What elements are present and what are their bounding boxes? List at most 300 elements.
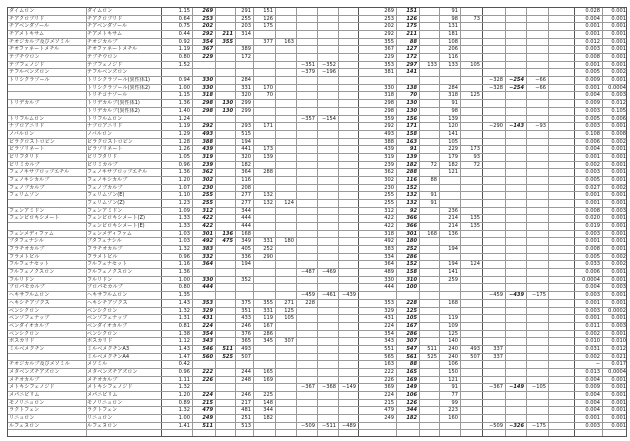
table-cell-u: 0.011	[585, 322, 600, 329]
table-cell-i	[296, 85, 316, 92]
table-cell-n	[419, 369, 438, 376]
table-cell-r	[505, 39, 525, 46]
table-cell-c: 1.20	[178, 176, 190, 183]
table-cell-u: 0.001	[585, 200, 600, 206]
table-cell-v: 0.006	[611, 115, 626, 122]
table-cell-j	[317, 400, 337, 407]
table-cell-d: 444	[202, 284, 213, 291]
table-cell-s	[526, 392, 547, 399]
table-cell-j	[317, 238, 337, 245]
table-cell-j	[317, 192, 337, 199]
table-cell-l: 353	[384, 61, 394, 68]
table-cell-n	[419, 139, 438, 146]
table-cell-m: 169	[406, 376, 417, 383]
table-cell-a: フェンアミドン	[9, 207, 45, 214]
table-cell-m: 70	[409, 92, 417, 99]
table-cell-o: 214	[448, 215, 458, 222]
table-cell-c: 1.24	[178, 115, 190, 122]
table-cell-q	[482, 246, 504, 253]
table-cell-q	[482, 31, 504, 38]
table-cell-l: 226	[384, 376, 394, 383]
table-cell-t	[548, 146, 573, 153]
table-cell-v: 0.105	[611, 107, 626, 114]
table-cell-u: 0.006	[585, 138, 600, 145]
table-cell-n	[419, 54, 438, 61]
table-cell-l: 492	[384, 238, 394, 245]
table-cell-c: 1.43	[178, 299, 190, 306]
table-cell-n	[419, 284, 438, 291]
table-cell-m	[396, 423, 418, 430]
table-cell-c: 1.40	[178, 107, 190, 114]
table-cell-u: 0.027	[585, 184, 600, 191]
table-cell-k	[338, 92, 357, 99]
table-cell-m: 366	[406, 215, 417, 222]
table-cell-d: 222	[202, 368, 213, 375]
table-cell-f: 349	[241, 238, 251, 245]
table-cell-i	[296, 361, 316, 368]
table-cell-n	[419, 108, 438, 115]
table-cell-h: 271	[284, 299, 294, 306]
table-cell-c: 1.15	[178, 92, 190, 99]
table-cell-t	[548, 62, 573, 69]
table-cell-b: トリチコナゾール	[87, 92, 128, 99]
table-cell-b: チアベンダゾール	[87, 23, 128, 30]
table-cell-s	[526, 407, 547, 414]
table-cell-j	[317, 346, 337, 353]
table-cell-t	[548, 200, 573, 207]
table-cell-v: 0.001	[611, 54, 626, 61]
table-cell-g	[253, 100, 274, 107]
table-cell-t	[548, 123, 573, 130]
table-cell-d: 330	[202, 77, 213, 84]
table-cell-o: 240	[448, 345, 458, 352]
table-cell-e	[215, 46, 234, 53]
table-cell-d: 230	[202, 184, 213, 191]
table-cell-q	[482, 369, 504, 376]
table-cell-t	[548, 192, 573, 199]
table-cell-a: チオファネートメチル	[9, 46, 60, 53]
table-cell-s	[526, 46, 547, 53]
table-cell-l: 249	[384, 415, 394, 422]
table-cell-f	[235, 39, 252, 46]
table-cell-j	[317, 108, 337, 115]
table-cell-u: 0.001	[585, 23, 600, 30]
table-cell-k	[338, 16, 357, 23]
table-cell-o: 91	[451, 100, 458, 107]
table-cell-f: 376	[241, 330, 251, 337]
table-cell-n	[419, 269, 438, 276]
table-cell-n: 91	[430, 200, 437, 206]
table-cell-s	[526, 277, 547, 284]
table-cell-t	[548, 85, 573, 92]
table-cell-l: 479	[384, 407, 394, 414]
table-cell-t	[548, 69, 573, 76]
table-cell-k	[338, 331, 357, 338]
table-cell-k	[338, 200, 357, 207]
table-cell-a: メパニピリム	[9, 392, 40, 398]
table-cell-k	[338, 162, 357, 169]
table-cell-m: 149	[406, 384, 417, 391]
table-cell-f: 168	[241, 230, 251, 237]
table-cell-m: 138	[406, 84, 417, 91]
table-cell-n	[419, 292, 438, 299]
table-cell-r	[505, 315, 525, 322]
table-cell-j: −469	[322, 269, 336, 276]
table-cell-j	[317, 407, 337, 414]
table-cell-t	[548, 185, 573, 192]
table-row	[8, 177, 626, 185]
table-cell-g	[253, 208, 274, 215]
table-cell-p	[460, 415, 481, 422]
table-cell-u: 0.001	[585, 192, 600, 199]
table-row	[8, 185, 626, 193]
table-cell-l: 298	[384, 107, 394, 114]
table-cell-u: 0.001	[585, 299, 600, 306]
table-cell-f: 513	[241, 422, 251, 429]
table-cell-p	[460, 277, 481, 284]
table-cell-d: 202	[202, 23, 213, 30]
table-cell-e	[215, 162, 234, 169]
table-cell-j	[317, 231, 337, 238]
table-cell-e	[215, 85, 234, 92]
table-cell-r	[505, 16, 525, 23]
table-cell-o: 136	[448, 230, 458, 237]
table-cell-r	[505, 246, 525, 253]
table-cell-d: 353	[202, 299, 213, 306]
table-cell-e	[215, 200, 234, 207]
table-cell-c: 1.19	[178, 123, 190, 130]
table-cell-h: 307	[284, 338, 294, 345]
table-cell-h: 124	[284, 200, 294, 206]
table-cell-r	[505, 346, 525, 353]
table-cell-n	[419, 69, 438, 76]
table-row	[8, 46, 626, 54]
table-cell-g	[253, 261, 274, 268]
table-cell-d: 224	[202, 322, 213, 329]
table-cell-p	[460, 338, 481, 345]
table-cell-v: 0.001	[611, 31, 626, 38]
table-cell-n: 525	[427, 353, 437, 360]
table-cell-v: 0.003	[611, 284, 626, 291]
table-cell-f: 217	[241, 399, 251, 406]
table-cell-r	[505, 208, 525, 215]
table-cell-i: 228	[305, 299, 315, 306]
table-cell-h	[275, 116, 295, 123]
table-cell-t	[548, 215, 573, 222]
table-cell-p	[460, 254, 481, 261]
table-cell-r	[505, 400, 525, 407]
table-cell-c: 1.32	[178, 384, 190, 391]
table-cell-p	[460, 384, 481, 391]
table-cell-v: 0.001	[611, 77, 626, 84]
table-cell-f	[235, 116, 252, 123]
table-cell-u: 0.003	[585, 307, 600, 314]
table-cell-v: 0.001	[611, 192, 626, 199]
table-cell-u: 0.002	[585, 353, 600, 360]
table-cell-q	[482, 108, 504, 115]
table-cell-m: 171	[406, 123, 417, 130]
table-cell-g	[253, 284, 274, 291]
table-cell-d: 312	[202, 207, 213, 214]
table-cell-f: 255	[241, 15, 251, 22]
table-cell-r: −254	[509, 84, 524, 91]
table-cell-s: −175	[532, 292, 546, 299]
table-cell-r	[505, 254, 525, 261]
table-cell-n	[419, 315, 438, 322]
table-cell-n	[419, 254, 438, 261]
table-cell-j: −368	[322, 384, 336, 391]
table-cell-t	[548, 139, 573, 146]
table-cell-m: 310	[406, 276, 417, 283]
table-cell-r	[505, 261, 525, 268]
table-cell-s	[526, 169, 547, 176]
table-cell-p	[460, 377, 481, 384]
table-cell-a: テブチウロン	[9, 54, 40, 61]
table-cell-a: メチオカルブ	[9, 376, 40, 383]
table-cell-v: 0.008	[611, 130, 626, 137]
table-cell-h	[275, 192, 295, 199]
table-cell-i	[296, 284, 316, 291]
table-cell-v: 0.001	[611, 238, 626, 245]
table-cell-g: 355	[263, 299, 273, 306]
table-cell-u: 0.003	[585, 46, 600, 53]
table-cell-d	[192, 269, 214, 276]
table-cell-i	[296, 146, 316, 153]
table-cell-h	[275, 23, 295, 30]
table-cell-i	[296, 139, 316, 146]
table-cell-q	[482, 92, 504, 99]
table-cell-s	[526, 200, 547, 207]
table-cell-h: 105	[284, 315, 294, 322]
table-cell-e	[215, 407, 234, 414]
table-cell-s	[526, 323, 547, 330]
table-cell-t	[548, 54, 573, 61]
table-cell-r	[505, 223, 525, 230]
table-cell-q	[482, 323, 504, 330]
table-cell-b: フェンメディファム	[87, 230, 132, 237]
table-cell-j	[317, 246, 337, 253]
table-cell-f: 284	[241, 77, 251, 84]
table-cell-e	[215, 208, 234, 215]
table-cell-g: 165	[263, 368, 273, 375]
table-cell-j	[317, 369, 337, 376]
table-cell-b: モノリニュロン	[87, 399, 123, 406]
table-cell-a: ナプロアニリド	[9, 123, 45, 130]
table-cell-o	[439, 69, 459, 76]
table-cell-s	[526, 177, 547, 184]
table-cell-m: 561	[406, 353, 417, 360]
table-cell-n	[419, 223, 438, 230]
table-cell-s	[526, 215, 547, 222]
table-cell-c: 1.36	[178, 100, 190, 107]
table-cell-v: 0.001	[611, 230, 626, 237]
table-cell-b: フラチオカルブ	[87, 246, 123, 253]
table-cell-s	[526, 300, 547, 307]
table-cell-f: 444	[241, 215, 251, 222]
table-cell-h	[275, 177, 295, 184]
table-cell-d: 431	[202, 315, 213, 322]
table-cell-q	[482, 131, 504, 138]
table-cell-m: 158	[406, 269, 417, 276]
table-cell-q	[482, 54, 504, 61]
table-cell-s	[526, 208, 547, 215]
table-cell-a: テブフェノジド	[9, 61, 45, 68]
table-cell-o: 77	[451, 392, 458, 398]
table-cell-d: 292	[202, 123, 213, 130]
table-cell-q	[482, 139, 504, 146]
table-cell-b: ベンゾフェナップ	[87, 315, 128, 322]
table-cell-k	[338, 392, 357, 399]
table-cell-d: 215	[202, 399, 213, 406]
table-cell-l: 551	[384, 345, 394, 352]
table-cell-q	[482, 300, 504, 307]
table-cell-e	[215, 54, 234, 61]
table-cell-g: 167	[263, 322, 273, 329]
table-row	[8, 208, 626, 216]
table-cell-j	[317, 208, 337, 215]
table-cell-c: 0.81	[178, 322, 190, 329]
table-cell-f: 507	[241, 353, 251, 360]
table-cell-s	[526, 238, 547, 245]
table-cell-u: 0.004	[585, 407, 600, 414]
table-row	[8, 146, 626, 154]
table-cell-e	[215, 392, 234, 399]
table-cell-m: 126	[406, 15, 417, 22]
table-cell-s	[526, 269, 547, 276]
table-cell-c: 1.33	[178, 223, 190, 230]
table-cell-g: 132	[263, 192, 273, 199]
table-cell-a: ペンシクロン	[9, 330, 40, 337]
table-cell-c: 1.05	[178, 153, 190, 160]
table-cell-h	[275, 415, 295, 422]
table-cell-s	[526, 92, 547, 99]
table-cell-r: −143	[509, 123, 524, 130]
table-cell-v: 0.001	[611, 146, 626, 153]
table-cell-l	[358, 423, 395, 430]
table-cell-h	[275, 369, 295, 376]
table-cell-p	[460, 231, 481, 238]
table-row	[8, 261, 626, 269]
table-cell-o: 229	[448, 146, 458, 153]
table-cell-r	[505, 54, 525, 61]
table-cell-g	[253, 231, 274, 238]
table-cell-e	[215, 400, 234, 407]
table-cell-b: テブチウロン	[87, 54, 118, 61]
table-cell-n	[419, 331, 438, 338]
table-cell-p	[460, 400, 481, 407]
table-cell-d: 301	[202, 230, 213, 237]
table-cell-i	[296, 185, 316, 192]
table-cell-m: 105	[406, 315, 417, 322]
table-cell-i	[296, 415, 316, 422]
table-cell-l: 381	[384, 69, 394, 76]
table-cell-f: 314	[241, 31, 251, 38]
table-cell-p	[460, 192, 481, 199]
table-cell-v: 0.001	[611, 384, 626, 391]
table-cell-f: 182	[241, 161, 251, 168]
table-cell-a: ルフェヌロン	[9, 422, 40, 429]
table-cell-p	[460, 131, 481, 138]
table-cell-i: −357	[301, 115, 315, 122]
table-cell-g	[253, 354, 274, 361]
table-cell-m: 116	[406, 176, 417, 183]
table-cell-e	[215, 292, 234, 299]
table-cell-k	[338, 284, 357, 291]
table-cell-d: 362	[202, 169, 213, 176]
table-cell-u: 0.001	[585, 153, 600, 160]
table-cell-m: 130	[406, 107, 417, 114]
table-cell-i	[296, 223, 316, 230]
table-cell-j: −352	[322, 61, 336, 68]
table-cell-b: チアメトキサム	[87, 31, 123, 38]
table-cell-l: 388	[384, 138, 394, 145]
table-cell-n	[419, 131, 438, 138]
table-cell-h	[275, 77, 295, 84]
table-cell-e	[215, 215, 234, 222]
table-cell-e	[215, 169, 234, 176]
table-cell-g: 377	[263, 38, 273, 45]
table-cell-i: −367	[301, 384, 315, 391]
table-cell-i	[296, 169, 316, 176]
table-cell-h	[275, 100, 295, 107]
table-cell-p	[460, 200, 481, 207]
table-cell-k	[338, 238, 357, 245]
table-cell-r	[505, 338, 525, 345]
table-cell-t	[548, 292, 573, 299]
table-cell-l: 359	[384, 115, 394, 122]
table-row	[8, 346, 626, 354]
table-cell-d: 224	[202, 392, 213, 398]
table-cell-n	[419, 377, 438, 384]
table-cell-k	[338, 154, 357, 161]
table-cell-v: 0.0004	[608, 84, 626, 91]
table-cell-n	[419, 77, 438, 84]
table-cell-f: 194	[241, 138, 251, 145]
table-cell-u: 0.004	[585, 92, 600, 99]
table-cell-n	[419, 215, 438, 222]
table-cell-c: 0.64	[178, 15, 190, 22]
table-cell-b: フルリドン	[87, 276, 113, 283]
table-row	[8, 169, 626, 177]
table-cell-t	[548, 162, 573, 169]
table-cell-t	[548, 315, 573, 322]
table-cell-i	[296, 400, 316, 407]
table-cell-v: 0.001	[611, 15, 626, 22]
table-cell-h	[275, 8, 295, 15]
table-cell-q	[482, 284, 504, 291]
table-cell-e	[215, 331, 234, 338]
table-cell-q	[482, 146, 504, 153]
table-cell-e	[215, 69, 234, 76]
table-cell-i	[296, 231, 316, 238]
table-cell-v: 0.001	[611, 223, 626, 230]
table-cell-k	[338, 85, 357, 92]
table-cell-k	[338, 269, 357, 276]
table-cell-s	[526, 23, 547, 30]
table-cell-o: 214	[448, 223, 458, 230]
table-cell-n	[419, 361, 438, 368]
table-cell-h	[275, 407, 295, 414]
table-cell-i	[296, 261, 316, 268]
table-cell-j	[317, 54, 337, 61]
table-cell-i	[296, 154, 316, 161]
table-cell-v: 0.003	[611, 322, 626, 329]
table-cell-u: 0.002	[585, 330, 600, 337]
table-cell-b: チオファネートメチル	[87, 46, 138, 53]
table-cell-d: 422	[202, 223, 213, 230]
table-cell-i: −459	[301, 292, 315, 299]
table-cell-a: ベンシクロン	[9, 307, 40, 314]
